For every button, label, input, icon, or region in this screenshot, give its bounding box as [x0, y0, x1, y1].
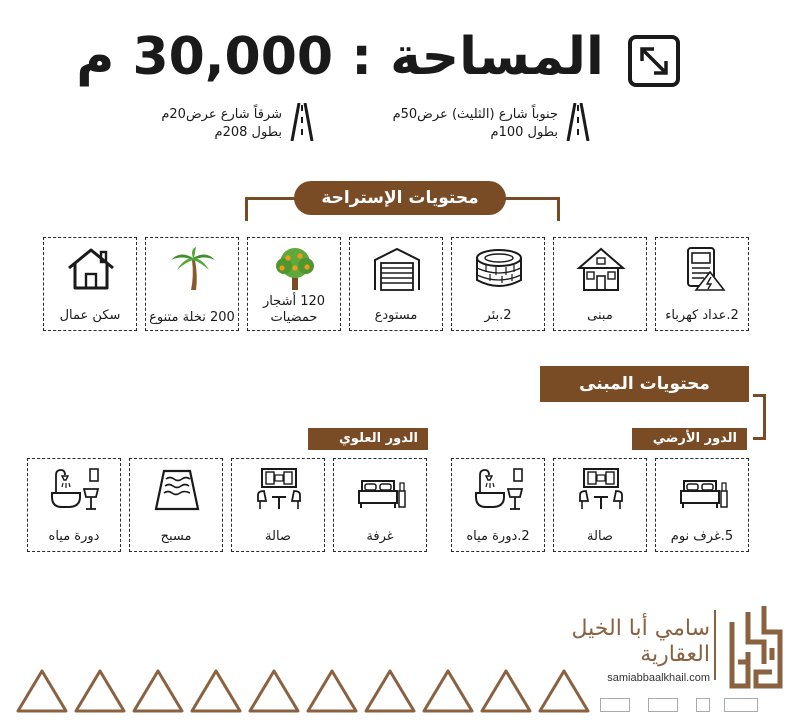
pool-icon [152, 467, 202, 513]
south-street-info [360, 106, 558, 142]
house-outline-icon [66, 246, 116, 292]
ground-item-living-room [553, 458, 647, 552]
website: samiabbaalkhail.com [607, 672, 710, 684]
ground-item-bedrooms [655, 458, 749, 552]
rest-item-electric-meter [655, 237, 749, 331]
triangle-border [14, 667, 786, 715]
upper-floor-heading: الدور العلوي [308, 428, 428, 450]
upper-item-label: صالة [265, 529, 291, 544]
bed-icon [356, 467, 406, 513]
palm-tree-icon [168, 246, 218, 292]
road-icon [566, 103, 590, 141]
brand-name [560, 616, 710, 668]
south-street-line2: بطول 100م [490, 125, 558, 140]
east-street-line2: بطول 208م [214, 125, 282, 140]
rest-item-label: مستودع [374, 308, 418, 323]
ground-item-label: صالة [587, 529, 613, 544]
living-room-icon [254, 467, 304, 513]
south-street-line1: جنوباً شارع (الثليث) عرض50م [392, 107, 558, 122]
rest-item-warehouse [349, 237, 443, 331]
rest-item-workers-housing [43, 237, 137, 331]
brand-line1: سامي أبا الخيل [571, 616, 710, 641]
upper-item-living-room [231, 458, 325, 552]
ground-item-bathrooms [451, 458, 545, 552]
citrus-tree-icon [270, 246, 320, 292]
ground-floor-heading: الدور الأرضي [632, 428, 747, 450]
warehouse-icon [372, 246, 422, 292]
bathroom-icon [474, 467, 524, 513]
rest-item-citrus-trees [247, 237, 341, 331]
house-icon [576, 246, 626, 292]
bed-icon [678, 467, 728, 513]
upper-item-label: غرفة [366, 529, 394, 544]
building-bracket [753, 394, 766, 440]
upper-item-bathroom [27, 458, 121, 552]
ground-item-label: 2.دورة مياه [466, 529, 530, 544]
rest-item-label: 200 نخلة متنوع [149, 310, 235, 325]
rest-item-label: مبنى [587, 308, 613, 323]
east-street-info [112, 106, 282, 142]
area-title: المساحة : 30,000 م [76, 27, 604, 87]
road-icon [290, 103, 314, 141]
rest-item-well [451, 237, 545, 331]
rest-house-heading: محتويات الإستراحة [294, 181, 506, 215]
living-room-icon [576, 467, 626, 513]
resize-arrows-icon [628, 35, 680, 87]
upper-item-room [333, 458, 427, 552]
rest-item-building [553, 237, 647, 331]
rest-item-label: 120 أشجار حمضيات [262, 294, 326, 325]
bathroom-icon [50, 467, 100, 513]
brand-line2: العقارية [640, 642, 710, 667]
electric-meter-icon [678, 246, 728, 292]
upper-item-label: مسبح [160, 529, 192, 544]
ground-item-label: 5.غرف نوم [670, 529, 734, 544]
rest-item-label: 2.عداد كهرباء [665, 308, 739, 323]
upper-item-label: دورة مياه [48, 529, 100, 544]
east-street-line1: شرقاً شارع عرض20م [161, 107, 282, 122]
upper-item-pool [129, 458, 223, 552]
rest-item-label: سكن عمال [59, 308, 121, 323]
rest-item-palms [145, 237, 239, 331]
building-heading: محتويات المبنى [540, 366, 749, 402]
well-icon [474, 246, 524, 292]
rest-item-label: 2.بئر [484, 308, 512, 323]
